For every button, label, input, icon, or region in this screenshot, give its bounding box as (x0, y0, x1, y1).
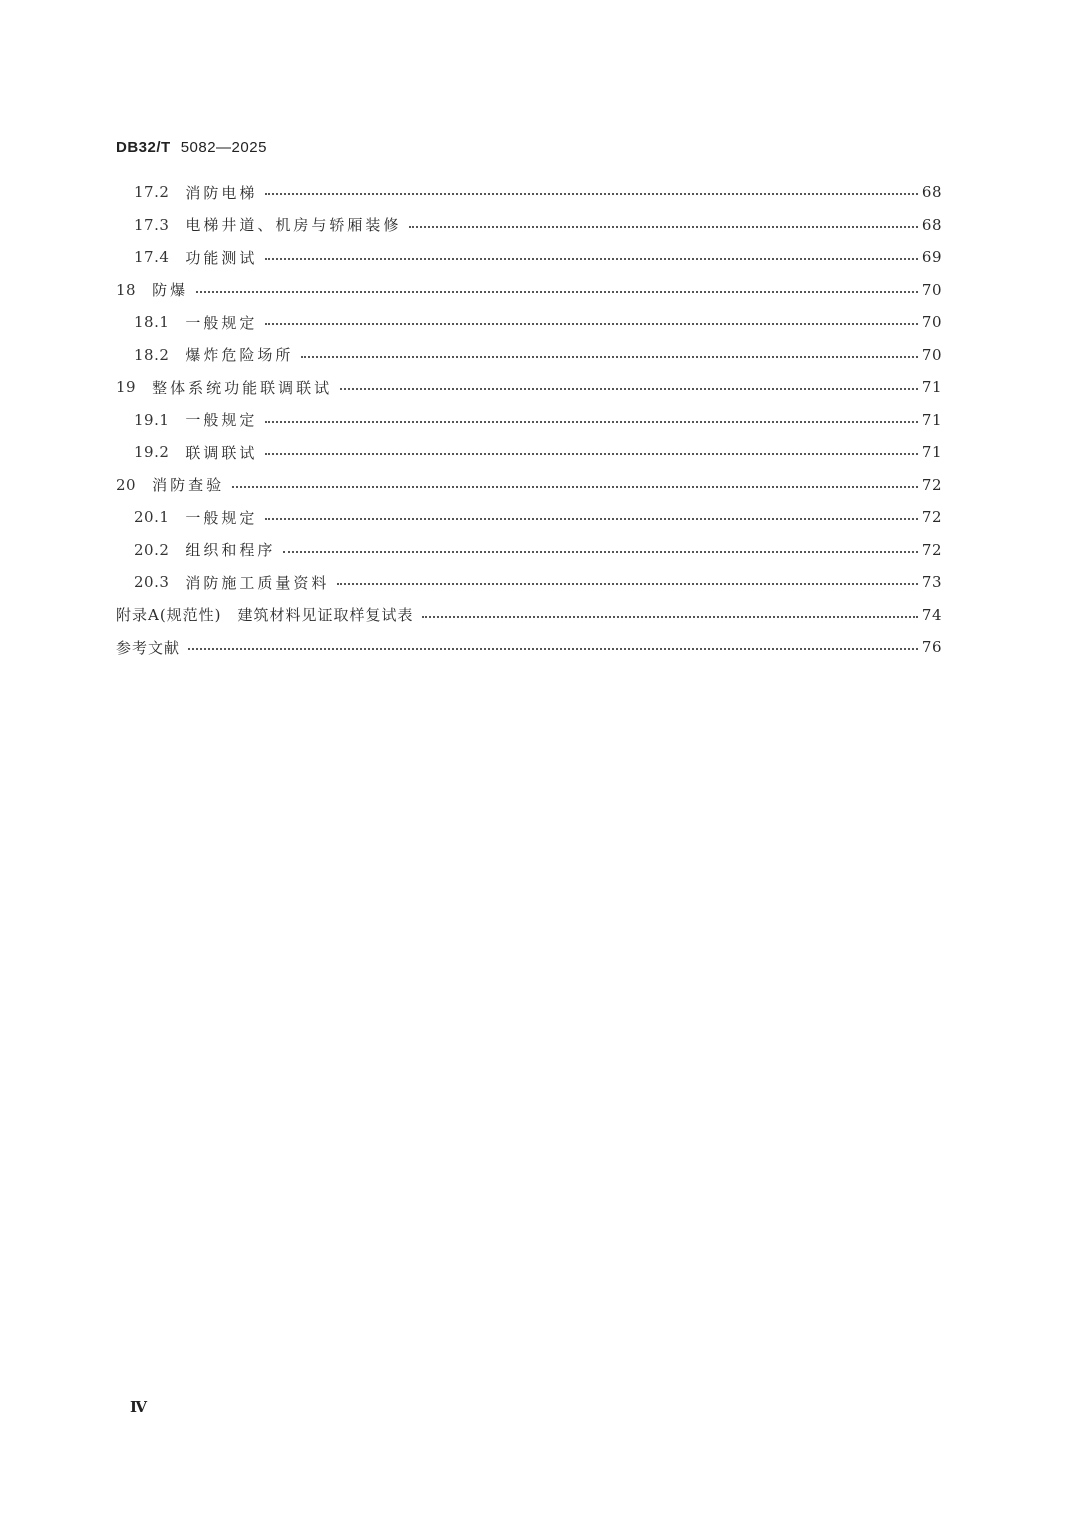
toc-entry-title: 一般规定 (185, 411, 258, 430)
toc-entry-title: 一般规定 (185, 508, 258, 527)
toc-entry[interactable] (116, 534, 942, 567)
toc-entry-number: 18 (116, 280, 137, 299)
toc-entry-number: 18.2 (134, 345, 170, 364)
toc-entry-page: 72 (921, 508, 942, 527)
toc-entry[interactable] (116, 404, 942, 437)
toc-entry-page: 68 (921, 183, 942, 202)
toc-entry[interactable] (116, 566, 942, 599)
toc-leader-dots (265, 258, 918, 260)
toc-entry-page: 69 (921, 248, 942, 267)
standard-number: 5082—2025 (180, 139, 267, 156)
toc-entry-title: 消防电梯 (185, 183, 258, 202)
toc-entry-number: 19.1 (134, 410, 170, 429)
toc-entry-page: 76 (921, 638, 942, 657)
standard-prefix: DB32/T (116, 139, 171, 156)
toc-entry-page: 70 (921, 280, 942, 299)
toc-entry-number: 17.3 (134, 215, 170, 234)
toc-leader-dots (283, 551, 918, 553)
toc-entry-page: 71 (921, 410, 942, 429)
toc-entry-title: 功能测试 (185, 248, 258, 267)
toc-leader-dots (340, 388, 918, 390)
table-of-contents (116, 176, 942, 664)
toc-entry[interactable] (116, 371, 942, 404)
toc-entry-number: 20.3 (134, 573, 170, 592)
toc-entry-number: 20.1 (134, 508, 170, 527)
document-code-header (116, 139, 267, 156)
toc-leader-dots (196, 291, 918, 293)
toc-entry-number: 20 (116, 475, 137, 494)
toc-entry-page: 74 (921, 605, 942, 624)
toc-entry[interactable] (116, 339, 942, 372)
toc-entry-number: 19.2 (134, 443, 170, 462)
toc-leader-dots (409, 226, 918, 228)
toc-entry-title: 消防查验 (152, 476, 225, 495)
toc-leader-dots (337, 583, 918, 585)
toc-entry-title: 整体系统功能联调联试 (152, 378, 333, 397)
toc-leader-dots (265, 421, 918, 423)
toc-leader-dots (265, 193, 918, 195)
toc-entry-page: 68 (921, 215, 942, 234)
toc-entry-number: 18.1 (134, 313, 170, 332)
toc-leader-dots (301, 356, 918, 358)
toc-entry[interactable] (116, 176, 942, 209)
toc-entry-page: 70 (921, 345, 942, 364)
toc-entry-title: 爆炸危险场所 (185, 346, 294, 365)
toc-entry-title: 电梯井道、机房与轿厢装修 (185, 216, 402, 235)
toc-entry-page: 71 (921, 443, 942, 462)
toc-entry[interactable] (116, 274, 942, 307)
toc-entry-title: 参考文献 (116, 638, 181, 657)
toc-entry[interactable] (116, 306, 942, 339)
toc-entry-page: 73 (921, 573, 942, 592)
toc-entry[interactable] (116, 469, 942, 502)
toc-entry-number: 19 (116, 378, 137, 397)
toc-entry-number: 20.2 (134, 540, 170, 559)
toc-leader-dots (232, 486, 918, 488)
toc-entry-number: 17.2 (134, 183, 170, 202)
toc-entry-title: 一般规定 (185, 313, 258, 332)
toc-entry-title: 防爆 (152, 281, 189, 300)
toc-entry-title: 消防施工质量资料 (185, 573, 330, 592)
toc-entry-page: 71 (921, 378, 942, 397)
toc-entry[interactable] (116, 241, 942, 274)
toc-entry[interactable] (116, 501, 942, 534)
toc-leader-dots (188, 648, 918, 650)
toc-leader-dots (422, 616, 918, 618)
toc-entry-page: 72 (921, 540, 942, 559)
toc-entry-title: 组织和程序 (185, 541, 276, 560)
toc-entry[interactable] (116, 631, 942, 664)
toc-leader-dots (265, 323, 918, 325)
toc-leader-dots (265, 518, 918, 520)
toc-leader-dots (265, 453, 918, 455)
toc-entry-number: 17.4 (134, 248, 170, 267)
page-number: Ⅳ (130, 1400, 148, 1416)
toc-entry-page: 70 (921, 313, 942, 332)
toc-entry-title: 附录A(规范性) 建筑材料见证取样复试表 (116, 606, 414, 625)
toc-entry-page: 72 (921, 475, 942, 494)
toc-entry[interactable] (116, 436, 942, 469)
toc-entry-title: 联调联试 (185, 443, 258, 462)
toc-entry[interactable] (116, 599, 942, 632)
toc-entry[interactable] (116, 209, 942, 242)
